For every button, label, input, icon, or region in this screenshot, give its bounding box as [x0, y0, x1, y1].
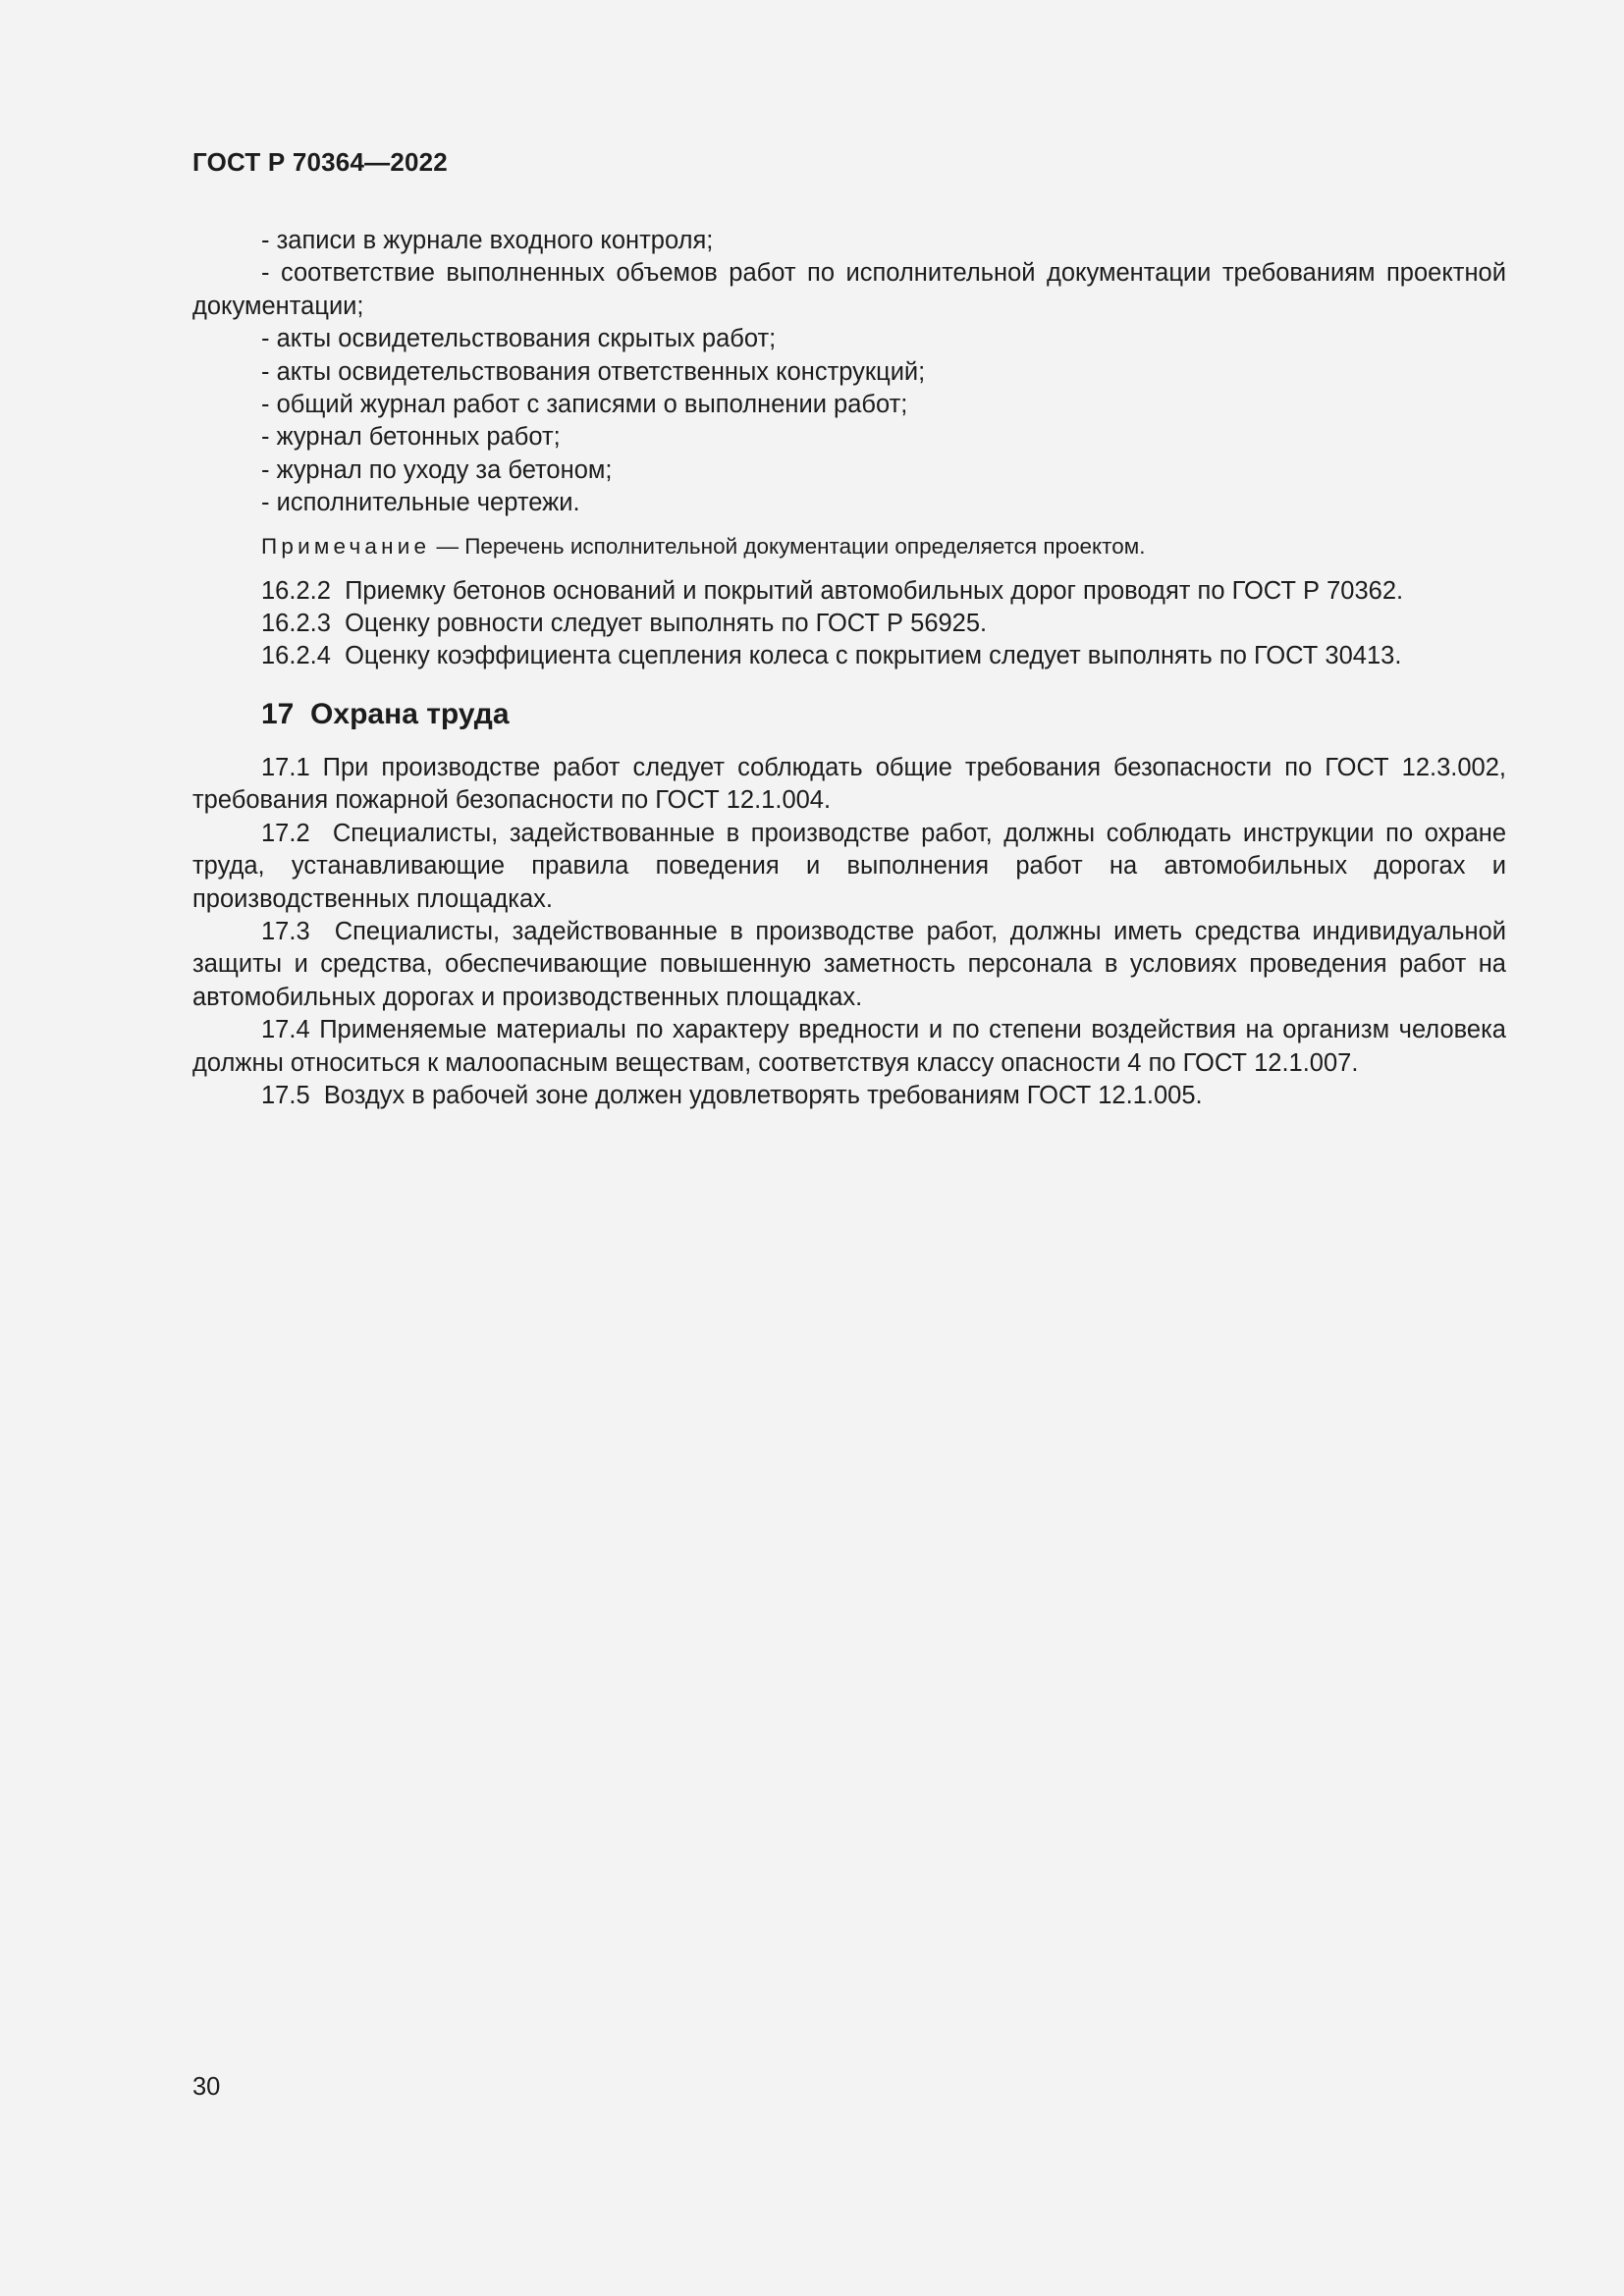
list-item: - журнал бетонных работ; [261, 423, 561, 452]
list-item: - исполнительные чертежи. [261, 489, 580, 517]
clause-16-2-3 [192, 608, 1506, 640]
clause-text: Специалисты, задействованные в производстве работ, должны соблюдать инструкции по охране труда, устанавливающие правила поведения и выполнения работ на автомобильных дорогах и производственных площадках. [192, 819, 1507, 913]
clause-16-2-2 [192, 575, 1506, 608]
list-item: - акты освидетельствования ответственных конструкций; [261, 357, 926, 386]
note-label: Примечание [261, 533, 431, 559]
note-text: — Перечень исполнительной документации определяется проектом. [430, 533, 1146, 559]
clause-text: Специалисты, задействованные в производстве работ, должны иметь средства индивидуальной защиты и средства, обеспечивающие повышенную заметность персонала в условиях проведения работ на автомобильных дорогах и производственных площадках. [192, 917, 1506, 1011]
section-title: Охрана труда [310, 697, 510, 730]
list-item: - журнал по уходу за бетоном; [261, 455, 613, 484]
list-item: - записи в журнале входного контроля; [261, 227, 714, 254]
section-number: 17 [261, 697, 295, 730]
section-heading [192, 695, 1506, 734]
clause-number: 17.2 [261, 819, 310, 847]
clause-17-3 [192, 916, 1506, 1014]
clause-number: 17.4 [261, 1016, 310, 1044]
clause-text: Приемку бетонов оснований и покрытий автомобильных дорог проводят по ГОСТ Р 70362. [345, 576, 1404, 605]
clause-text: Воздух в рабочей зоне должен удовлетворять требованиям ГОСТ 12.1.005. [323, 1081, 1203, 1109]
clause-number: 17.3 [261, 917, 310, 945]
clause-number: 17.1 [261, 753, 310, 781]
page-number: 30 [192, 2073, 221, 2101]
document-code-header: ГОСТ Р 70364—2022 [192, 147, 448, 177]
clause-17-1 [192, 752, 1506, 818]
clause-text: Оценку ровности следует выполнять по ГОСТ Р 56925. [345, 610, 988, 638]
clause-number: 16.2.3 [261, 610, 331, 638]
note [192, 532, 1506, 561]
clause-17-2 [192, 818, 1506, 916]
clause-text: Оценку коэффициента сцепления колеса с покрытием следует выполнять по ГОСТ 30413. [345, 642, 1402, 670]
clause-17-5 [192, 1080, 1506, 1112]
clause-number: 16.2.4 [261, 642, 331, 670]
list-item: - акты освидетельствования скрытых работ; [261, 325, 777, 353]
clause-number: 16.2.2 [261, 576, 331, 605]
clause-text: При производстве работ следует соблюдать общие требования безопасности по ГОСТ 12.3.002, требования пожарной безопасности по ГОСТ 12.1.004. [192, 753, 1506, 815]
clause-number: 17.5 [261, 1081, 310, 1109]
clause-text: Применяемые материалы по характеру вредности и по степени воздействия на организм человека должны относиться к малоопасным веществам, соответствуя классу опасности 4 по ГОСТ 12.1.007. [192, 1016, 1506, 1077]
page-body [192, 225, 1506, 1112]
clause-16-2-4 [192, 640, 1506, 672]
list-item: - соответствие выполненных объемов работ по исполнительной документации требованиям проектной документации; [192, 259, 1506, 320]
list-item: - общий журнал работ с записями о выполнении работ; [261, 391, 908, 419]
clause-17-4 [192, 1014, 1506, 1080]
